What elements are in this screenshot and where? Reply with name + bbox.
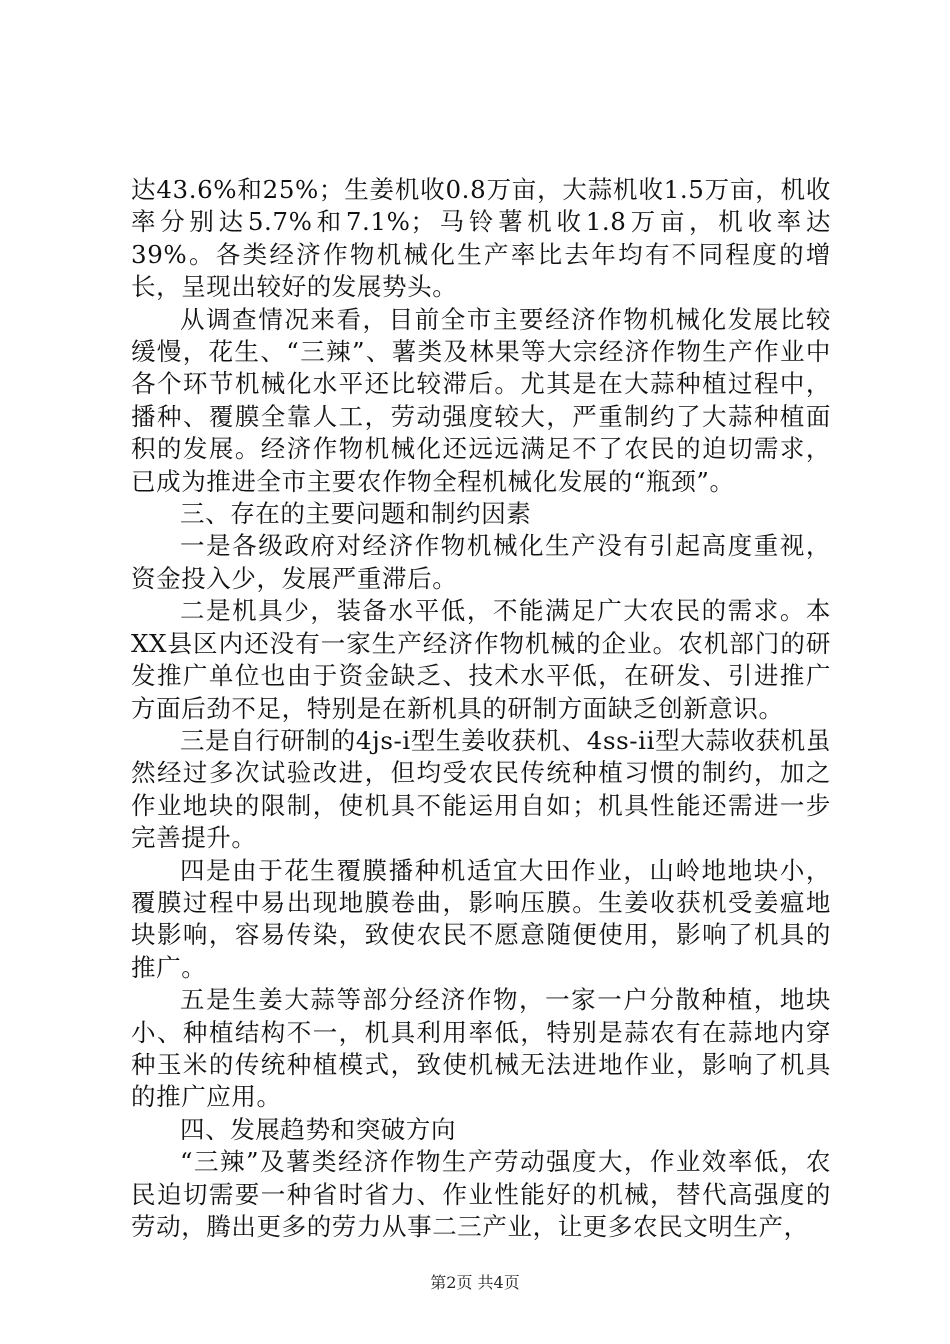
- paragraph-problem-3: 三是自行研制的4js-i型生姜收获机、4ss-ii型大蒜收获机虽然经过多次试验改进，但均受农民传统种植习惯的制约，加之作业地块的限制，使机具不能运用自如；机具性能还需进一步完善提升。: [131, 725, 831, 853]
- page-footer: 第2页 共4页: [430, 1273, 520, 1292]
- paragraph-problem-4: 四是由于花生覆膜播种机适宜大田作业，山岭地地块小，覆膜过程中易出现地膜卷曲，影响压膜。生姜收获机受姜瘟地块影响，容易传染，致使农民不愿意随便使用，影响了机具的推广。: [131, 855, 831, 982]
- paragraph-problem-5: 五是生姜大蒜等部分经济作物，一家一户分散种植，地块小、种植结构不一，机具利用率低，特别是蒜农有在蒜地内穿种玉米的传统种植模式，致使机械无法进地作业，影响了机具的推广应用。: [131, 985, 831, 1112]
- section-heading-problems: 三、存在的主要问题和制约因素: [180, 499, 532, 529]
- paragraph-mechanization-stats: 达43.6%和25%；生姜机收0.8万亩，大蒜机收1.5万亩，机收率分别达5.7%和7.1%；马铃薯机收1.8万亩，机收率达39%。各类经济作物机械化生产率比去年均有不同程度的增长，呈现出较好的发展势头。: [131, 175, 831, 302]
- document-body: [131, 174, 831, 1243]
- section-heading-trends: 四、发展趋势和突破方向: [180, 1114, 457, 1144]
- paragraph-problem-1: 一是各级政府对经济作物机械化生产没有引起高度重视，资金投入少，发展严重滞后。: [131, 531, 831, 593]
- paragraph-problem-2: 二是机具少，装备水平低，不能满足广大农民的需求。本XX县区内还没有一家生产经济作物机械的企业。农机部门的研发推广单位也由于资金缺乏、技术水平低，在研发、引进推广方面后劲不足，特别是在新机具的研制方面缺乏创新意识。: [131, 596, 831, 723]
- paragraph-survey-findings: 从调查情况来看，目前全市主要经济作物机械化发展比较缓慢，花生、“三辣”、薯类及林果等大宗经济作物生产作业中各个环节机械化水平还比较滞后。尤其是在大蒜种植过程中，播种、覆膜全靠人工，劳动强度较大，严重制约了大蒜种植面积的发展。经济作物机械化还远远满足不了农民的迫切需求，已成为推进全市主要农作物全程机械化发展的“瓶颈”。: [131, 304, 831, 496]
- paragraph-trends: “三辣”及薯类经济作物生产劳动强度大，作业效率低，农民迫切需要一种省时省力、作业性能好的机械，替代高强度的劳动，腾出更多的劳力从事二三产业，让更多农民文明生产，: [131, 1147, 831, 1241]
